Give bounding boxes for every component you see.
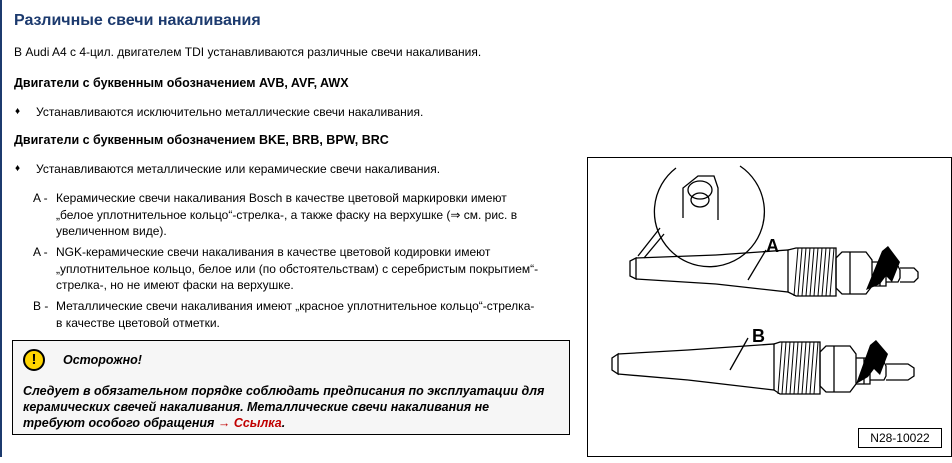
figure-label-b: B — [752, 326, 765, 346]
section1-text: Устанавливаются исключительно металлические свечи накаливания. — [36, 105, 424, 119]
item-text: Керамические свечи накаливания Bosch в качестве цветовой маркировки имеют „белое уплотнительное кольцо“-стрелка-, а также фаску на верхушке (⇒ см. рис. в увеличенном виде). — [56, 191, 518, 238]
section1-heading: Двигатели с буквенным обозначением AVB, AVF, AWX — [14, 76, 349, 90]
figure-label-a: A — [766, 236, 779, 256]
section2-text: Устанавливаются металлические или керамические свечи накаливания. — [36, 162, 441, 176]
bullet-icon: ♦ — [15, 163, 21, 174]
page-title: Различные свечи накаливания — [14, 12, 261, 29]
item-label: B - — [33, 299, 49, 313]
item-text: Металлические свечи накаливания имеют „красное уплотнительное кольцо“-стрелка- в качестве цветовой отметки. — [56, 299, 535, 330]
item-text: NGK-керамические свечи накаливания в качестве цветовой кодировки имеют „уплотнительное кольцо, белое или (по обстоятельствам) с серебристым покрытием“- стрелка-, но не имеют фаски на верхушке. — [56, 245, 539, 292]
warning-title: Осторожно! — [63, 353, 142, 367]
glow-plug-figure — [587, 157, 952, 457]
item-label: A - — [33, 191, 48, 205]
warning-icon: ! — [23, 349, 45, 371]
bullet-icon: ♦ — [15, 106, 21, 117]
warning-text: Следует в обязательном порядке соблюдать предписания по эксплуатации для керамических свечей накаливания. Металлические свечи накаливания не требуют особого обращения → Ссылка. — [23, 384, 545, 430]
glow-plug-drawing — [588, 158, 952, 458]
section2-heading: Двигатели с буквенным обозначением BKE, BRB, BPW, BRC — [14, 133, 389, 147]
intro-text: В Audi A4 с 4-цил. двигателем TDI устанавливаются различные свечи накаливания. — [14, 45, 482, 59]
figure-id: N28-10022 — [858, 428, 942, 448]
item-label: A - — [33, 245, 48, 259]
reference-link[interactable]: → Ссылка — [217, 416, 282, 430]
left-border — [0, 0, 2, 457]
warning-box — [12, 340, 570, 435]
